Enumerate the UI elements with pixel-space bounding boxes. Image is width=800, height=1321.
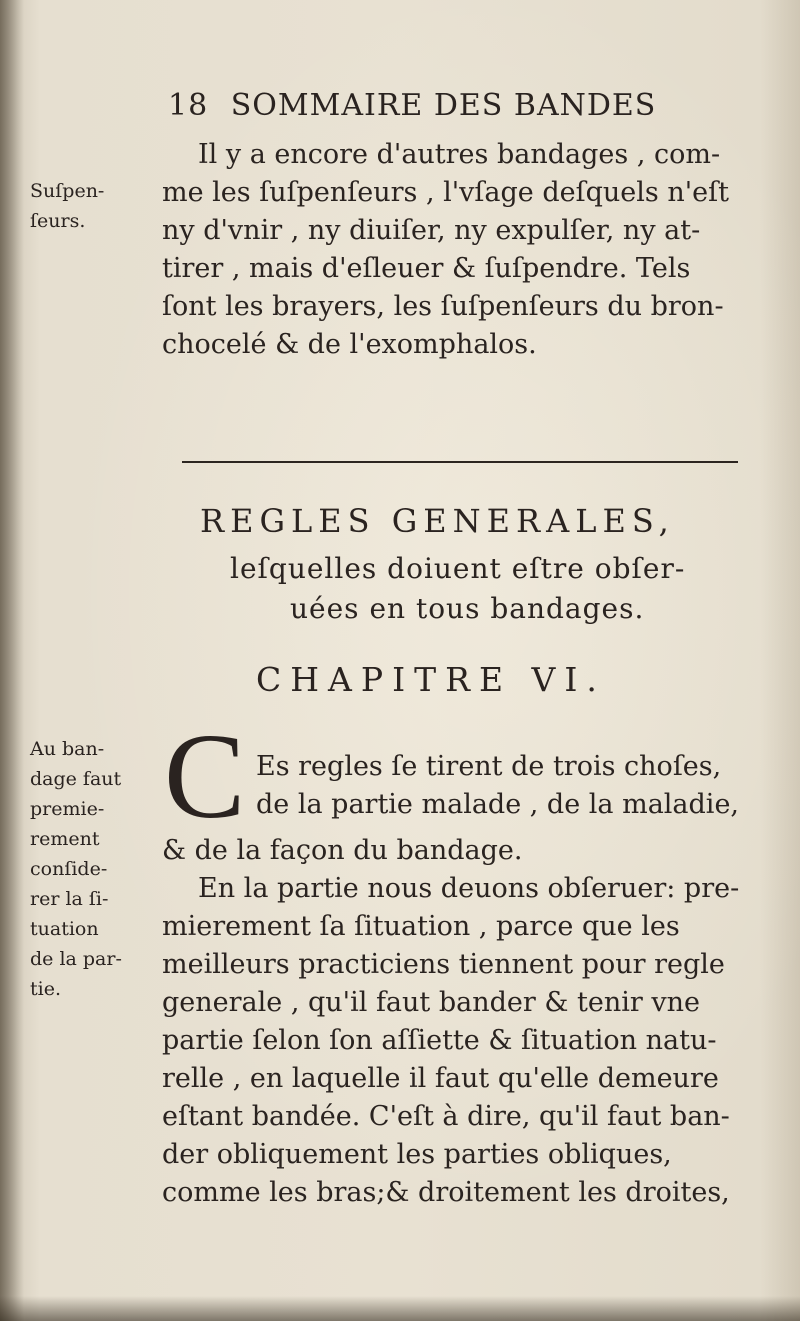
text-line: me les ſuſpenſeurs , l'vſage deſquels n'eſt [162, 177, 729, 208]
text-line: & de la façon du bandage. [162, 835, 523, 866]
page-header [168, 88, 728, 123]
chapter-title: CHAPITRE VI. [256, 660, 606, 699]
margin-note-suspenseurs [30, 176, 104, 236]
running-title: SOMMAIRE DES BANDES [230, 88, 657, 123]
text-line: partie ſelon ſon aſſiette & ſituation natu- [162, 1025, 717, 1056]
margin-note-line: ſeurs. [30, 210, 86, 232]
text-line: Es regles ſe tirent de trois choſes, [256, 751, 722, 782]
text-line: generale , qu'il faut bander & tenir vne [162, 987, 700, 1018]
text-line: ny d'vnir , ny diuiſer, ny expulſer, ny at- [162, 215, 701, 246]
text-line: relle , en laquelle il faut qu'elle demeure [162, 1063, 719, 1094]
margin-note-line: Au ban- [30, 738, 105, 760]
margin-note-line: tuation [30, 918, 99, 940]
margin-note-au-bandage [30, 734, 122, 1004]
section-divider [182, 461, 738, 463]
margin-note-line: rer la ſi- [30, 888, 109, 910]
text-line: tirer , mais d'eſleuer & ſuſpendre. Tels [162, 253, 691, 284]
text-line: de la partie malade , de la maladie, [256, 789, 740, 820]
page-bottom-edge [0, 1296, 800, 1321]
section-title: REGLES GENERALES, [200, 502, 675, 540]
section-subtitle-line: leſquelles doiuent eſtre obſer- [230, 552, 686, 585]
text-line: mierement ſa ſituation , parce que les [162, 911, 680, 942]
text-line: En la partie nous deuons obſeruer: pre- [198, 873, 740, 904]
margin-note-line: de la par- [30, 948, 122, 970]
margin-note-line: conſide- [30, 858, 108, 880]
text-line: Il y a encore d'autres bandages , com- [198, 139, 721, 170]
margin-note-line: dage faut [30, 768, 122, 790]
text-line: ſont les brayers, les ſuſpenſeurs du bron- [162, 291, 724, 322]
margin-note-line: rement [30, 828, 100, 850]
text-line: chocelé & de l'exomphalos. [162, 329, 537, 360]
dropcap-paragraph [256, 748, 739, 824]
binding-shadow [0, 0, 24, 1321]
margin-note-line: tie. [30, 978, 61, 1000]
margin-note-line: Suſpen- [30, 180, 105, 202]
text-line: eſtant bandée. C'eſt à dire, qu'il faut ban- [162, 1101, 730, 1132]
drop-cap: C [164, 709, 246, 844]
margin-note-line: premie- [30, 798, 105, 820]
section-subtitle-line: uées en tous bandages. [290, 592, 645, 625]
page-number: 18 [168, 88, 209, 123]
paragraph-suspenseurs [162, 136, 762, 364]
text-line: meilleurs practiciens tiennent pour regle [162, 949, 725, 980]
text-line: comme les bras;& droitement les droites, [162, 1177, 730, 1208]
chapter-paragraph [162, 832, 739, 1212]
text-line: der obliquement les parties obliques, [162, 1139, 672, 1170]
